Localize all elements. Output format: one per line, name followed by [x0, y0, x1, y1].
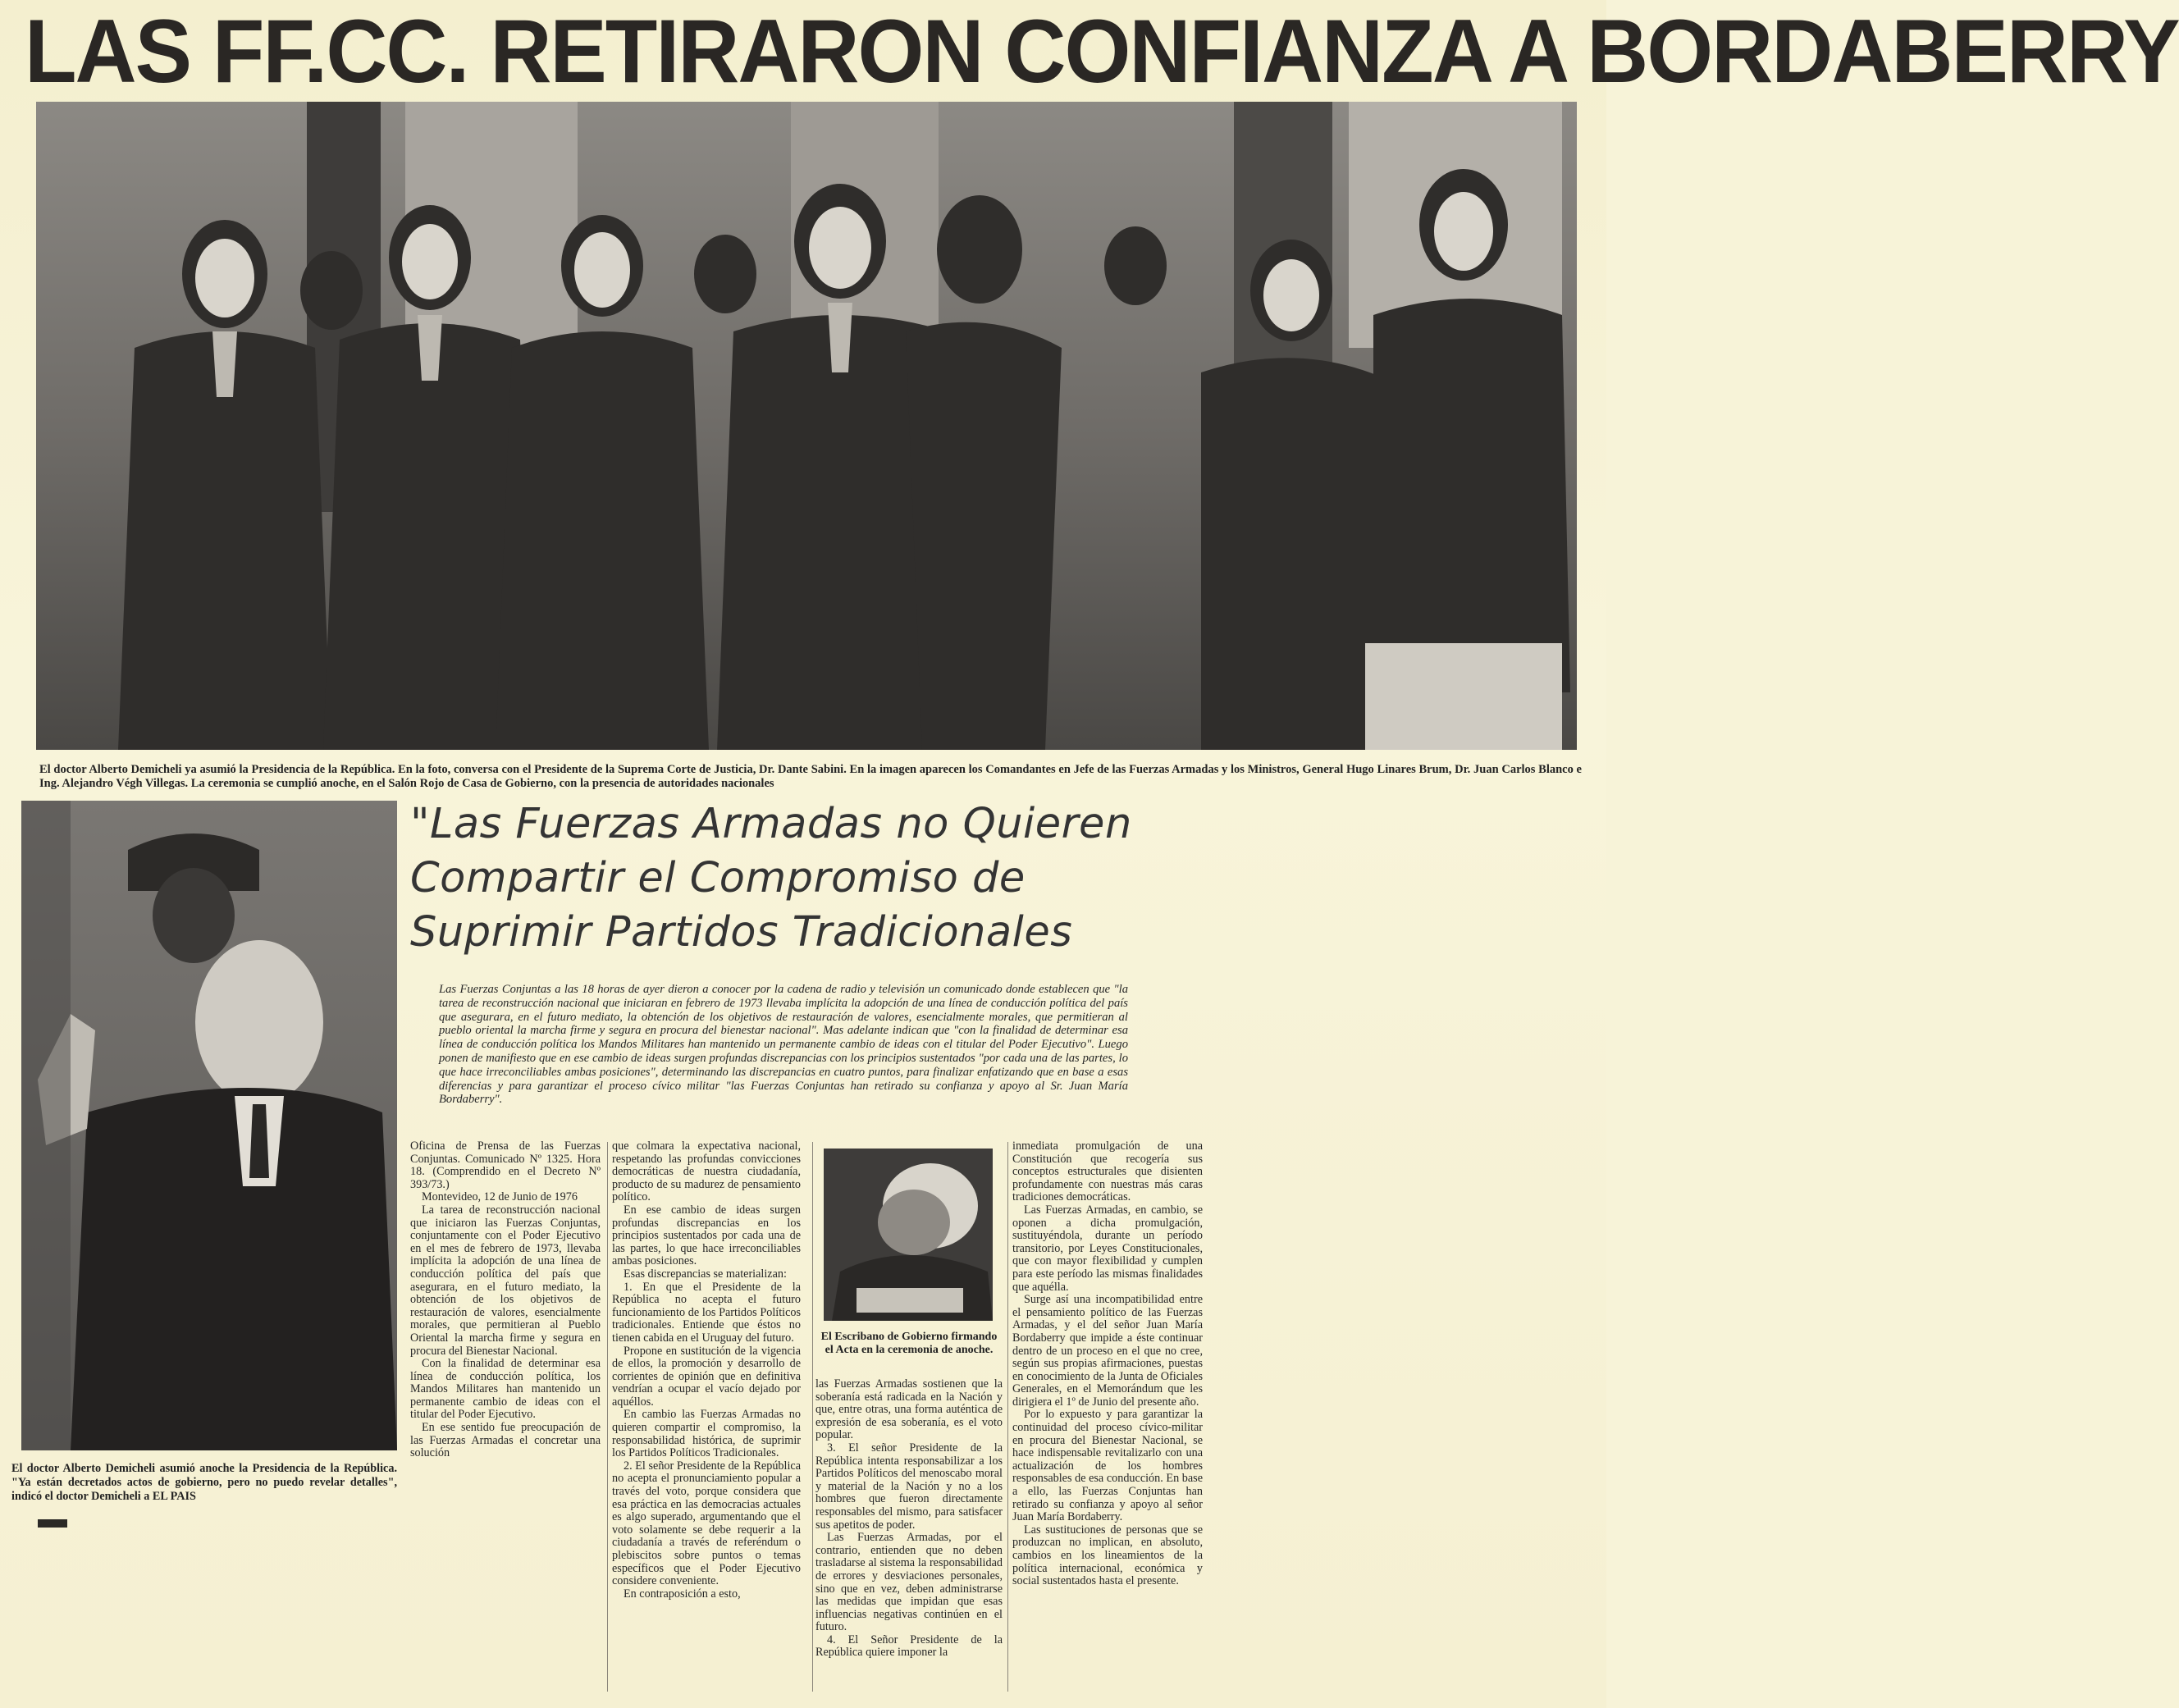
paragraph: Por lo expuesto y para garantizar la continuidad del proceso cívico-militar en procura del Bienestar Nacional, se hace indispensable revitalizarlo con una actualización de los hombres responsables de esa conducción. En base a ello, las Fuerzas Conjuntas han retirado su confianza y apoyo al señor Juan María Bordaberry. [1012, 1408, 1203, 1524]
left-photo [21, 801, 397, 1450]
paragraph: que colmara la expectativa nacional, respetando las profundas convicciones democráticas de nuestra ciudadanía, producto de su madurez de pensamiento político. [612, 1139, 801, 1204]
article-lead: Las Fuerzas Conjuntas a las 18 horas de ayer dieron a conocer por la cadena de radio y televisión un comunicado donde establecen que "la tarea de reconstrucción nacional que iniciaran en febrero de 1973 llevaba implícita la adopción de una línea de conducción política del país que asegurara, en el futuro mediato, la obtención de los objetivos de restauración de valores, esencialmente morales, que permitieran al pueblo oriental la marcha firme y segura en procura del bienestar nacional". Mas adelante indican que "con la finalidad de determinar esa línea de conducción política los Mandos Militares han mantenido un permanente cambio de ideas con el titular del Poder Ejecutivo". Luego ponen de manifiesto que en ese cambio de ideas surgen profundas discrepancias con los principios sustentados "por cada una de las partes, lo que hace irreconciliables ambas posiciones", determinando las discrepancias en cuatro puntos, para finalizar enfatizando que en base a esas diferencias y para garantizar el proceso cívico militar "las Fuerzas Conjuntas han retirado su confianza y apoyo al Sr. Juan María Bordaberry". [439, 983, 1128, 1107]
article-title [410, 797, 1198, 960]
paragraph: En ese cambio de ideas surgen profundas discrepancias en los principios sustentados por cada una de las partes, lo que hace irreconciliables ambas posiciones. [612, 1203, 801, 1268]
left-photo-caption: El doctor Alberto Demicheli asumió anoche la Presidencia de la República. "Ya están decretados actos de gobierno, pero no puedo revelar detalles", indicó el doctor Demicheli a EL PAIS [11, 1462, 397, 1503]
paragraph: inmediata promulgación de una Constitución que recogería sus conceptos estructurales que disienten profundamente con nuestras más caras tradiciones democráticas. [1012, 1139, 1203, 1204]
main-photo [36, 102, 1577, 750]
paragraph: Las sustituciones de personas que se produzcan no implican, en absoluto, cambios en los lineamientos de la política internacional, económica y social sustentados hasta el presente. [1012, 1523, 1203, 1588]
column-rule [607, 1142, 608, 1692]
headline: LAS FF.CC. RETIRARON CONFIANZA A BORDABERRY [25, 2, 2179, 102]
paragraph: 2. El señor Presidente de la República no acepta el pronunciamiento popular a través del voto, porque considera que esa práctica en las democracias actuales es algo superado, argumentando que el voto solamente se debe requerir a la ciudadanía a través de referéndum o plebiscitos sobre puntos o temas específicos que el Poder Ejecutivo considere conveniente. [612, 1459, 801, 1588]
paragraph: las Fuerzas Armadas sostienen que la soberanía está radicada en la Nación y que, entre otras, una forma auténtica de expresión de esa soberanía, es el voto popular. [815, 1377, 1003, 1442]
paragraph: 1. En que el Presidente de la República no acepta el futuro funcionamiento de los Partidos Políticos tradicionales. Entiende que éstos no tienen cabida en el Uruguay del futuro. [612, 1280, 801, 1345]
paragraph: En cambio las Fuerzas Armadas no quieren compartir el compromiso, la responsabilidad histórica, de suprimir los Partidos Políticos Tradicionales. [612, 1408, 801, 1460]
paragraph: Oficina de Prensa de las Fuerzas Conjuntas. Comunicado Nº 1325. Hora 18. (Comprendido en el Decreto Nº 393/73.) [410, 1139, 601, 1191]
small-photo [824, 1149, 993, 1321]
paragraph: En ese sentido fue preocupación de las Fuerzas Armadas el concretar una solución [410, 1421, 601, 1460]
paragraph: Surge así una incompatibilidad entre el pensamiento político de las Fuerzas Armadas, y el del señor Juan María Bordaberry que impide a éste continuar dentro de un proceso en el que no cree, según sus propias afirmaciones, puestas en conocimiento de la Junta de Oficiales Generales, en el Memorándum que les dirigiera el 1º de Junio del presente año. [1012, 1293, 1203, 1409]
bullet-mark [38, 1519, 67, 1528]
article-column-2 [612, 1140, 801, 1698]
main-photo-caption: El doctor Alberto Demicheli ya asumió la Presidencia de la República. En la foto, conversa con el Presidente de la Suprema Corte de Justicia, Dr. Dante Sabini. En la imagen aparecen los Comandantes en Jefe de las Fuerzas Armadas y los Ministros, General Hugo Linares Brum, Dr. Juan Carlos Blanco e Ing. Alejandro Végh Villegas. La ceremonia se cumplió anoche, en el Salón Rojo de Casa de Gobierno, con la presencia de autoridades nacionales [39, 763, 1582, 790]
paragraph: Con la finalidad de determinar esa línea de conducción política, los Mandos Militares han mantenido un permanente cambio de ideas con el titular del Poder Ejecutivo. [410, 1357, 601, 1422]
left-photo-image [21, 801, 397, 1450]
column-rule [812, 1142, 813, 1692]
paragraph: Esas discrepancias se materializan: [624, 1267, 787, 1281]
article-column-1 [410, 1140, 601, 1518]
article-title-line: Compartir el Compromiso de [410, 854, 1026, 902]
paragraph: La tarea de reconstrucción nacional que iniciaron las Fuerzas Conjuntas, conjuntamente con el Poder Ejecutivo en el mes de febrero de 1973, llevaba implícita la adopción de una línea de conducción política del país que asegurara, en el futuro mediato, la obtención de los objetivos de restauración de valores, esencialmente morales, que permitieran al Pueblo Oriental la marcha firme y segura en procura del Bienestar Nacional. [410, 1203, 601, 1358]
paragraph: Las Fuerzas Armadas, por el contrario, entienden que no deben trasladarse al sistema la responsabilidad de errores y desviaciones personales, sino que en vez, deben administrarse las medidas que impidan que esas influencias negativas continúen en el futuro. [815, 1531, 1003, 1634]
main-photo-image [36, 102, 1577, 750]
paragraph: Montevideo, 12 de Junio de 1976 [422, 1190, 578, 1204]
paragraph: Las Fuerzas Armadas, en cambio, se oponen a dicha promulgación, sustituyéndola, durante un período transitorio, por Leyes Constitucionales, que con mayor flexibilidad y cumplen para este período las mismas finalidades que aquélla. [1012, 1203, 1203, 1294]
paragraph: Propone en sustitución de la vigencia de ellos, la promoción y desarrollo de corrientes de opinión que en definitiva vendrían a ocupar el vacío dejado por aquéllos. [612, 1344, 801, 1409]
paragraph: 4. El Señor Presidente de la República quiere imponer la [815, 1633, 1003, 1660]
small-photo-image [824, 1149, 993, 1321]
article-column-3 [815, 1378, 1003, 1700]
paragraph: En contraposición a esto, [624, 1587, 741, 1601]
article-title-line: "Las Fuerzas Armadas no Quieren [410, 800, 1132, 848]
column-rule [1007, 1142, 1008, 1692]
article-title-line: Suprimir Partidos Tradicionales [410, 908, 1073, 957]
small-photo-caption: El Escribano de Gobierno firmando el Acta en la ceremonia de anoche. [820, 1331, 998, 1356]
paragraph: 3. El señor Presidente de la República intenta responsabilizar a los Partidos Políticos del menoscabo moral y material de la Nación y no a los hombres que fueron directamente responsables del mismo, para satisfacer sus apetitos de poder. [815, 1441, 1003, 1532]
article-column-4 [1012, 1140, 1203, 1700]
